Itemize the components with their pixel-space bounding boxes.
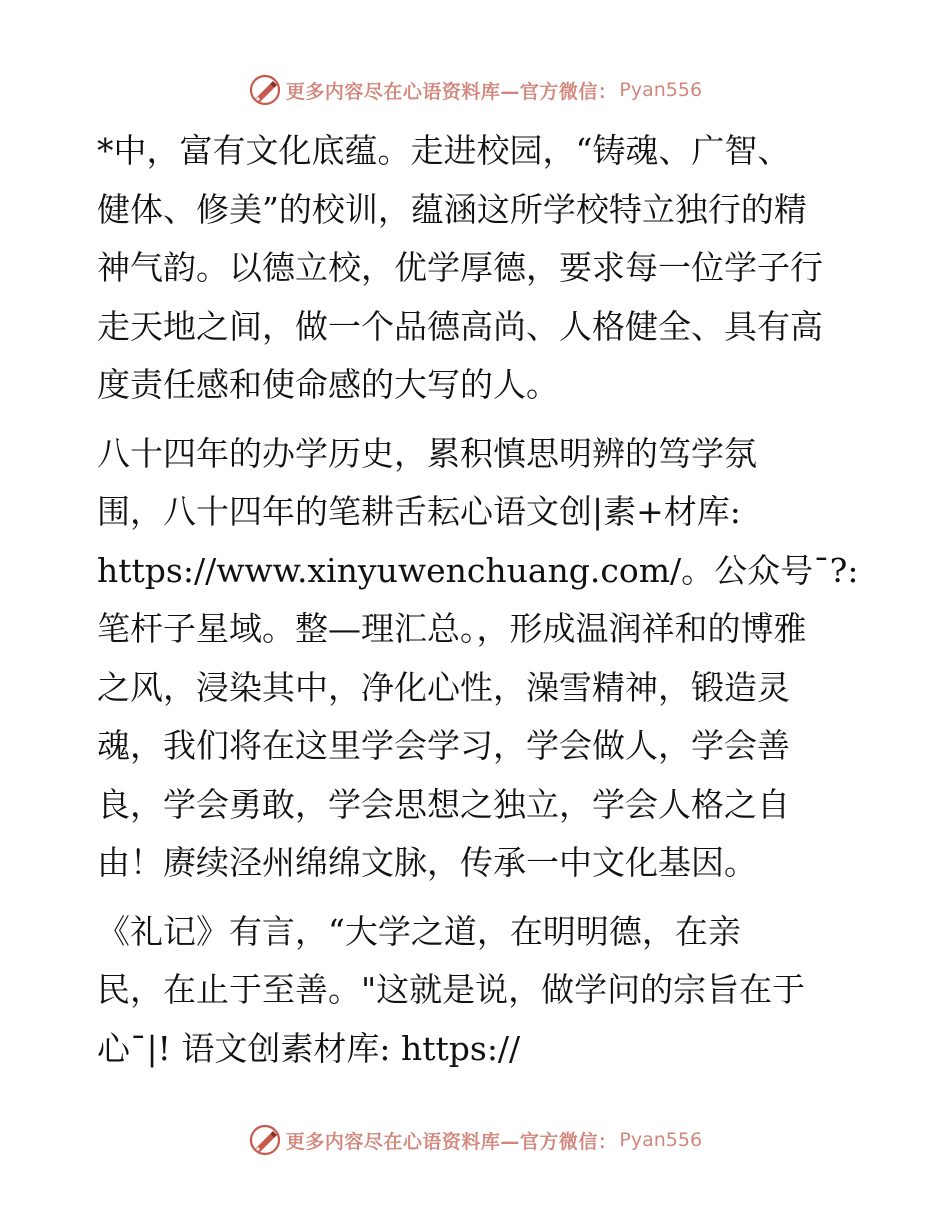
text-line: 八十四年的办学历史，累积慎思明辨的笃学氛 [97, 433, 757, 473]
text-line: 由！赓续泾州绵绵文脉，传承一中文化基因。 [97, 843, 757, 882]
text-line: *中，富有文化底蕴。走进校园，“铸魂、广智、 [97, 131, 791, 170]
text-line: 健体、修美”的校训，蕴涵这所学校特立独行的精 [97, 189, 807, 229]
text-line: 围，八十四年的笔耕舌耘心语文创|素+材库: [97, 492, 741, 531]
text-line: 之风，浸染其中，净化心性，澡雪精神，锻造灵 [97, 667, 790, 707]
text-line: 心¯|! 语文创素材库: https:// [97, 1028, 521, 1068]
header-banner [0, 70, 950, 110]
banner-wechat-id: Pyan556 [619, 79, 703, 101]
paragraph-3 [97, 903, 857, 1079]
text-line: 走天地之间，做一个品德高尚、人格健全、具有高 [97, 306, 823, 346]
paragraph-2 [97, 425, 857, 893]
pen-logo-icon [248, 1123, 282, 1157]
text-line: 魂，我们将在这里学会学习，学会做人，学会善 [97, 726, 790, 765]
banner-text: 更多内容尽在心语资料库—官方微信： [285, 80, 618, 103]
banner-text: 更多内容尽在心语资料库—官方微信： [285, 1130, 618, 1153]
paragraph-1 [97, 122, 857, 415]
text-line: 笔杆子星域。整—理汇总。，形成温润祥和的博雅 [97, 609, 807, 648]
text-line: 度责任感和使命感的大写的人。 [97, 365, 559, 404]
banner-wechat-id: Pyan556 [619, 1129, 703, 1151]
document-body [97, 122, 857, 1078]
text-line: 《礼记》有言，“大学之道，在明明德，在亲 [97, 911, 741, 951]
text-line: 神气韵。以德立校，优学厚德，要求每一位学子行 [97, 248, 823, 287]
pen-logo-icon [248, 73, 282, 107]
text-line: https://www.xinyuwenchuang.com/。公众号¯?: [97, 550, 859, 590]
text-line: 民，在止于至善。"这就是说，做学问的宗旨在于 [97, 970, 806, 1009]
footer-banner [0, 1120, 950, 1160]
text-line: 良，学会勇敢，学会思想之独立，学会人格之自 [97, 784, 790, 824]
